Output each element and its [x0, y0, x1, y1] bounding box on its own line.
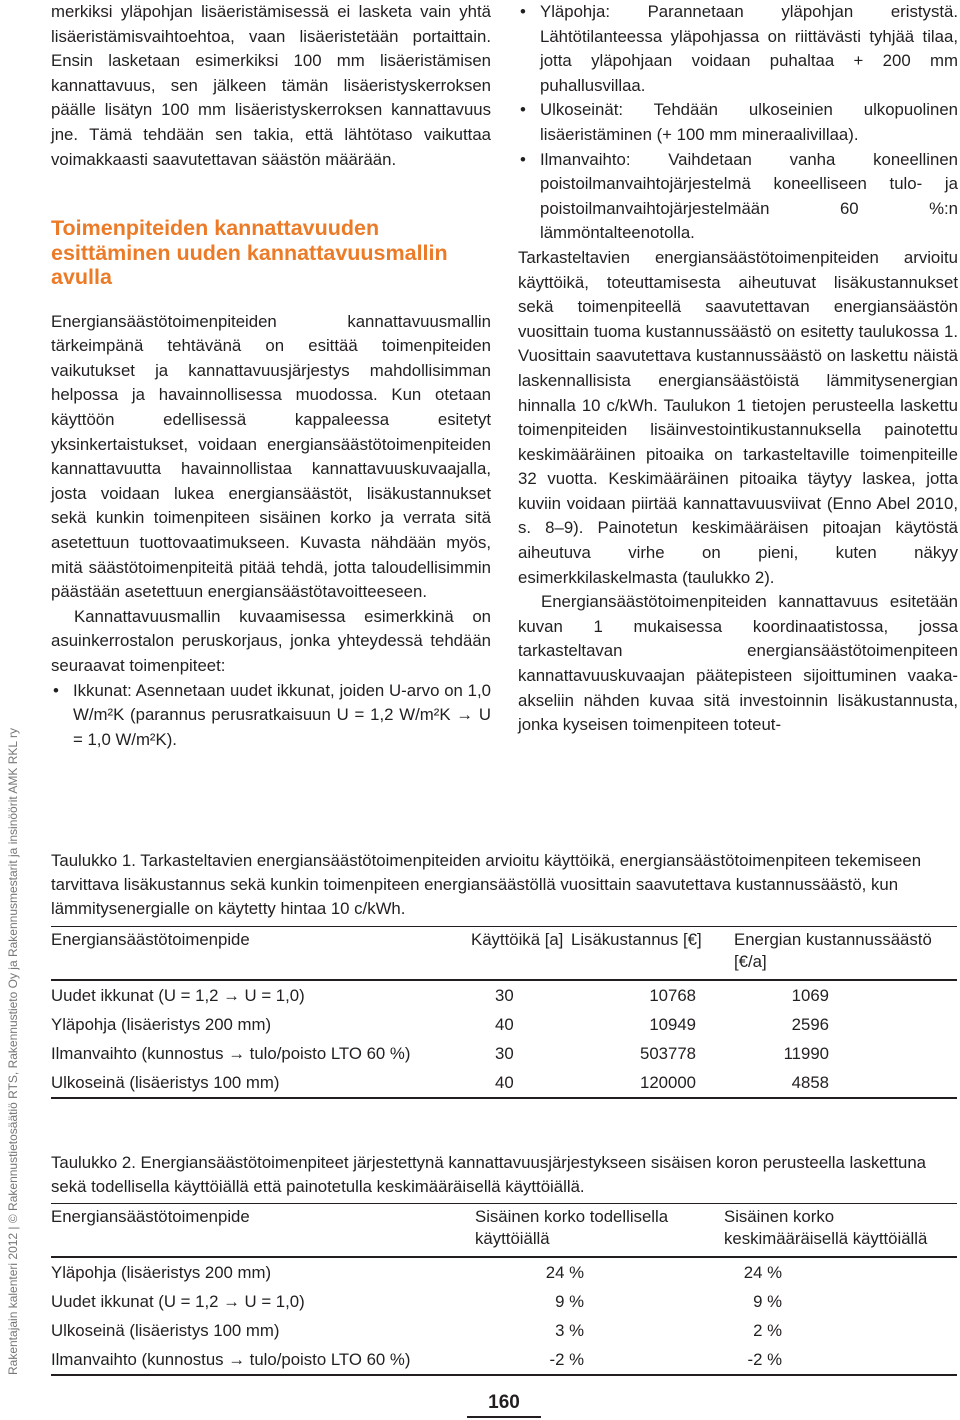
left-intro-paragraph: merkiksi yläpohjan lisäeristämisessä ei lasketa vain yhtä lisäeristämisvaihtoehtoa, vaan lisäeristetään portaittain. Ensin lasketaan esimerkiksi 100 mm lisäeristämisen kannattavuus, sen jälkeen tämän lisäeristyskerroksen päälle lisätyn 100 mm lisäeristyskerroksen kannattavuus jne. Tämä tehdään sen takia, että lähtötaso vaikuttaa voimakkaasti saavutettavan säästön määrään.: [51, 2, 491, 169]
table-cell: 9 %: [555, 1291, 584, 1311]
left-paragraph-1: Energiansäästötoimenpiteiden kannattavuusmallin tärkeimpänä tehtävänä on esittää toimenpiteiden vaikutukset ja kannattavuusjärjestys mahdollisimman helpossa ja havainnollisessa muodossa. Kun otetaan käyttöön edellisessä kappaleessa esitetyt yksinkertaistukset, voidaan energiansäästötoimenpiteiden kannattavuutta havainnollistaa kannattavuuskuvaajalla, josta voidaan lukea energiansäästöt, lisäkustannukset sekä kunkin toimenpiteen sisäinen korko ja verrata sitä asetettuun tuottovaatimukseen. Kuvasta nähdään myös, mitä säästötoimenpiteitä pitää tehdä, jotta taloudellisimmin päästään asetettuun energiansäästötavoitteeseen.: [51, 311, 491, 602]
bullet-roof: • Yläpohja: Parannetaan yläpohjan eristystä. Lähtötilanteessa yläpohjassa on riittävästi tyhjää tilaa, jotta yläpohjaan voidaan puhaltaa + 200 mm puhallusvillaa.: [518, 0, 958, 98]
table-cell: 40: [495, 1014, 514, 1034]
table-row: [51, 1068, 957, 1098]
table-row: [51, 1345, 957, 1375]
table-cell: 4858: [791, 1072, 829, 1092]
table-cell: 24 %: [743, 1262, 782, 1282]
bullet-windows: • Ikkunat: Asennetaan uudet ikkunat, joiden U-arvo on 1,0 W/m²K (parannus perusratkaisuun U = 1,2 W/m²K → U = 1,0 W/m²K).: [51, 679, 491, 753]
table-row: [51, 1316, 957, 1345]
table-cell: Ulkoseinä (lisäeristys 100 mm): [51, 1072, 280, 1092]
table-cell: Yläpohja (lisäeristys 200 mm): [51, 1014, 272, 1034]
left-column: [51, 0, 491, 752]
table2-header-irr-average: Sisäinen korko keskimääräisellä käyttöiällä: [724, 1207, 928, 1248]
table-cell: Ilmanvaihto (kunnostus → tulo/poisto LTO 60 %): [51, 1043, 411, 1063]
table-cell: 11990: [783, 1043, 829, 1063]
table-cell: Yläpohja (lisäeristys 200 mm): [51, 1262, 272, 1282]
table-cell: Ilmanvaihto (kunnostus → tulo/poisto LTO 60 %): [51, 1349, 411, 1369]
table-cell: 9 %: [753, 1291, 782, 1311]
table-cell: 30: [495, 985, 514, 1005]
right-bullet-list: [518, 0, 958, 246]
table-cell: -2 %: [549, 1349, 584, 1369]
table-cell: 1069: [791, 985, 829, 1005]
right-paragraph-1: Tarkasteltavien energiansäästötoimenpiteiden arvioitu käyttöikä, toteuttamisesta aiheutuvat lisäkustannukset sekä toimenpiteellä saavutettavan energiansäästön vuosittain tuoma kustannussäästö on esitetty taulukossa 1. Vuosittain saavutettava kustannussäästö on laskettu näistä laskennallisista energiansäästöistä lämmitysenergian hinnalla 10 c/kWh. Taulukon 1 tietojen perusteella laskettu toimenpiteiden lisäinvestointikustannuksella painotettu keskimääräinen pitoaika on tarkasteltaville toimenpiteille 32 vuotta. Keskimääräinen pitoaika täytyy laskea, jotta kuviin voidaan piirtää kannattavuusviivat (Enno Abel 2010, s. 8–9). Painotetun keskimääräisen pitoajan käytöstä aiheutuva virhe on pieni, kuten näkyy esimerkkilaskelmasta (taulukko 2).: [518, 247, 958, 587]
table-cell: 24 %: [545, 1262, 584, 1282]
table1-header-lifetime: Käyttöikä [a]: [471, 930, 564, 949]
table-cell: 40: [495, 1072, 514, 1092]
table-cell: 3 %: [555, 1320, 584, 1340]
table1-header-measure: Energiansäästötoimenpide: [51, 930, 250, 949]
table1-header-savings: Energian kustannussäästö [€/a]: [734, 930, 932, 971]
table2-header-row: [51, 1204, 957, 1258]
page-number: 160: [467, 1390, 541, 1418]
table-row: [51, 1287, 957, 1316]
table1-caption: Taulukko 1. Tarkasteltavien energiansäästötoimenpiteiden arvioitu käyttöikä, energiansäästötoimenpiteen tekemiseen tarvittava lisäkustannus sekä kunkin toimenpiteen energiansäästöllä vuosittain saavutettava kustannussäästö, kun lämmitysenergialle on käytetty hintaa 10 c/kWh.: [51, 851, 922, 918]
table2-header-irr-actual: Sisäinen korko todellisella käyttöiällä: [475, 1207, 669, 1248]
table-1: [51, 926, 957, 1099]
right-column: [518, 0, 958, 738]
table-cell: Uudet ikkunat (U = 1,2 → U = 1,0): [51, 1291, 305, 1311]
table-cell: 2 %: [753, 1320, 782, 1340]
table-cell: 30: [495, 1043, 514, 1063]
table-row: [51, 1039, 957, 1068]
bullet-ventilation: • Ilmanvaihto: Vaihdetaan vanha koneellinen poistoilmanvaihtojärjestelmä koneelliseen tulo- ja poistoilmanvaihtojärjestelmään 60 %:n lämmöntalteenotolla.: [518, 148, 958, 246]
table-cell: 503778: [640, 1043, 696, 1063]
table-row: [51, 1010, 957, 1039]
table-cell: Ulkoseinä (lisäeristys 100 mm): [51, 1320, 280, 1340]
right-paragraph-2: Energiansäästötoimenpiteiden kannattavuus esitetään kuvan 1 mukaisessa koordinaatistossa, jossa tarkasteltavan energiansäästötoimenpiteen kannattavuuskuvaajan päätepisteen sijoittuminen vaaka-akseliin nähden kuvaa sitä investoinnin lisäkustannusta, jonka kyseisen toimenpiteen toteut-: [518, 592, 958, 735]
table-cell: 10768: [649, 985, 696, 1005]
sidebar-copyright: Rakentajain kalenteri 2012 | © Rakennustietosäätiö RTS, Rakennustieto Oy ja Rakennusmestarit ja insinöörit AMK RKL ry: [6, 728, 20, 1375]
table-row: [51, 980, 957, 1010]
table-cell: 120000: [640, 1072, 696, 1092]
left-paragraph-2: Kannattavuusmallin kuvaamisessa esimerkkinä on asuinkerrostalon peruskorjaus, jonka yhteydessä tehdään seuraavat toimenpiteet:: [51, 606, 491, 675]
table-cell: -2 %: [747, 1349, 782, 1369]
table-2: [51, 1203, 957, 1376]
bullet-walls: • Ulkoseinät: Tehdään ulkoseinien ulkopuolinen lisäeristäminen (+ 100 mm mineraalivillaa).: [518, 98, 958, 147]
table-cell: Uudet ikkunat (U = 1,2 → U = 1,0): [51, 985, 305, 1005]
table2-caption: Taulukko 2. Energiansäästötoimenpiteet järjestettynä kannattavuusjärjestykseen sisäisen koron perusteella laskettuna sekä todellisella käyttöiällä että painotetulla keskimääräisellä käyttöiällä.: [51, 1153, 927, 1196]
table2-header-measure: Energiansäästötoimenpide: [51, 1207, 250, 1226]
table1-header-row: [51, 927, 957, 981]
table-cell: 10949: [649, 1014, 696, 1034]
section-heading: Toimenpiteiden kannattavuuden esittäminen uuden kannattavuusmallin avulla: [51, 216, 448, 290]
table1-header-extra-cost: Lisäkustannus [€]: [571, 930, 702, 949]
table-row: [51, 1257, 957, 1287]
left-bullet-list: [51, 679, 491, 753]
table-cell: 2596: [791, 1014, 829, 1034]
